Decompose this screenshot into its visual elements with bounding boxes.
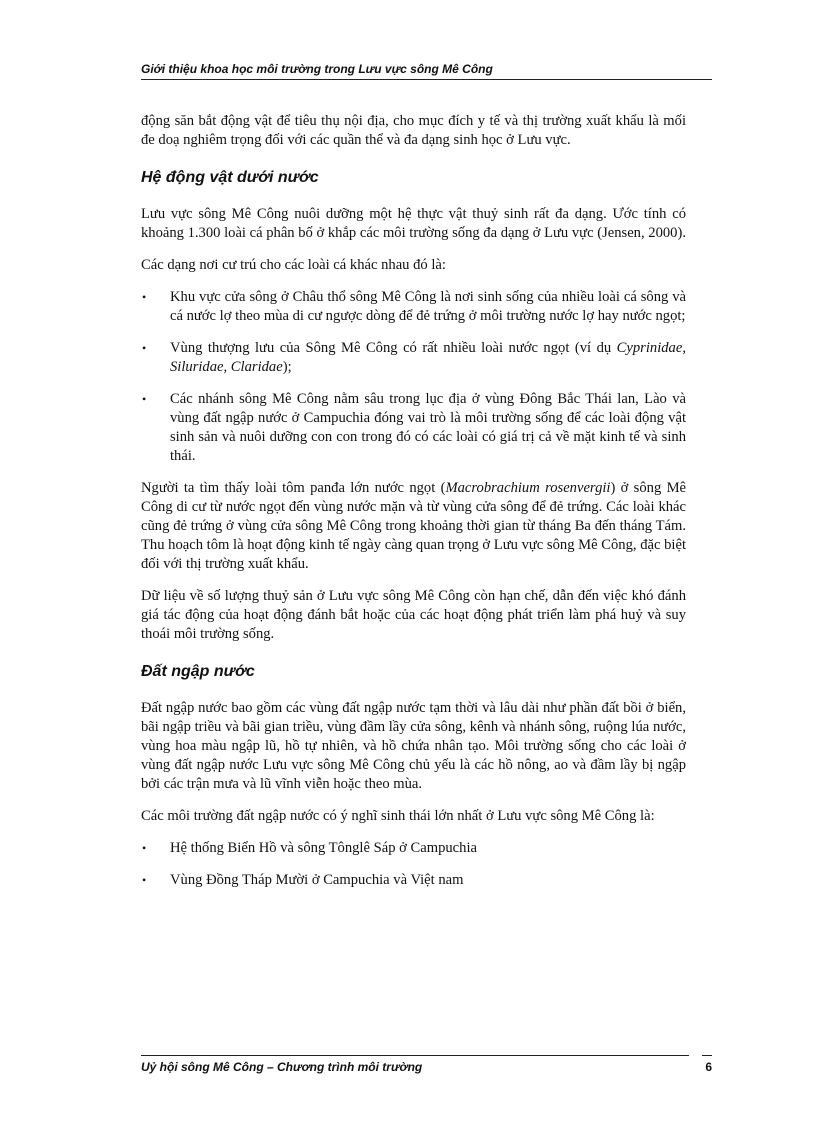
fauna-paragraph-2: Các dạng nơi cư trú cho các loài cá khác nhau đó là: [141, 257, 446, 273]
section-heading-aquatic-fauna: Hệ động vật dưới nước [141, 169, 319, 186]
list-item [141, 339, 686, 377]
bullet-icon: • [142, 341, 147, 355]
list-item [141, 839, 686, 858]
list-item-text-part: ); [282, 359, 292, 375]
list-item-text: Các nhánh sông Mê Công nằm sâu trong lục địa ở vùng Đông Bắc Thái lan, Lào và vùng đất ngập nước ở Campuchia đóng vai trò là môi trường sống để các loài động vật sinh sản và nuôi dưỡng con con trong đó có các loài có giá trị cả về mặt kinh tế và sinh thái. [170, 391, 686, 464]
page-body [141, 112, 686, 903]
fauna-paragraph-3 [141, 479, 686, 574]
page-number: 6 [705, 1060, 712, 1074]
footer-divider-short [702, 1055, 712, 1056]
wetlands-paragraph-2: Các môi trường đất ngập nước có ý nghĩ sinh thái lớn nhất ở Lưu vực sông Mê Công là: [141, 808, 655, 824]
fauna-paragraph-1: Lưu vực sông Mê Công nuôi dưỡng một hệ thực vật thuỷ sinh rất đa dạng. Ước tính có khoảng 1.300 loài cá phân bố ở khắp các môi trường sống đa dạng ở Lưu vực (Jensen, 2000). [141, 206, 686, 241]
paragraph-text-part: Người ta tìm thấy loài tôm panđa lớn nước ngọt ( [141, 480, 446, 496]
list-item-text [170, 339, 686, 377]
bullet-icon: • [142, 841, 147, 855]
list-item-text: Vùng Đồng Tháp Mười ở Campuchia và Việt nam [170, 872, 464, 888]
intro-paragraph: động săn bắt động vật để tiêu thụ nội địa, cho mục đích y tế và thị trường xuất khẩu là mối đe doạ nghiêm trọng đối với các quần thể và đa dạng sinh học ở Lưu vực. [141, 113, 686, 148]
fauna-paragraph-4: Dữ liệu về số lượng thuỷ sản ở Lưu vực sông Mê Công còn hạn chế, dẫn đến việc khó đánh giá tác động của hoạt động đánh bắt hoặc của các hoạt động phát triển làm phá huỷ và suy thoái môi trường sống. [141, 588, 686, 642]
footer-divider [141, 1055, 689, 1056]
wetland-list [141, 839, 686, 890]
bullet-icon: • [142, 290, 147, 304]
wetlands-paragraph-1: Đất ngập nước bao gồm các vùng đất ngập nước tạm thời và lâu dài như phần đất bồi ở biển, bãi ngập triều và bãi gian triều, vùng đầm lầy cửa sông, kênh và nhánh sông, ruộng lúa nước, vùng hoa màu ngập lũ, hồ tự nhiên, và hồ chứa nhân tạo. Môi trường sống cho các loài ở vùng đất ngập nước Lưu vực sông Mê Công chủ yếu là các hồ nông, ao và đầm lầy bị ngập bởi các trận mưa và lũ vĩnh viễn hoặc theo mùa. [141, 700, 686, 792]
list-item [141, 288, 686, 326]
bullet-icon: • [142, 392, 147, 406]
list-item-text: Khu vực cửa sông ở Châu thổ sông Mê Công là nơi sinh sống của nhiều loài cá sông và cá nước lợ theo mùa di cư ngược dòng để đẻ trứng ở môi trường nước lợ hay nước ngọt; [170, 289, 686, 324]
section-heading-wetlands: Đất ngập nước [141, 663, 255, 680]
species-name: Macrobrachium rosenvergii [445, 480, 611, 496]
running-header: Giới thiệu khoa học môi trường trong Lưu vực sông Mê Công [141, 62, 712, 80]
running-footer: Uỷ hội sông Mê Công – Chương trình môi trường [141, 1060, 423, 1074]
list-item-text-part: Vùng thượng lưu của Sông Mê Công có rất nhiều loài nước ngọt (ví dụ [170, 340, 617, 356]
species-names: Cyprinidae, Siluridae, Claridae [170, 340, 686, 375]
bullet-icon: • [142, 873, 147, 887]
paragraph-text-part: ) ở sông Mê Công di cư từ nước ngọt đến vùng nước mặn và từ vùng cửa sông để đẻ trứng. Các loài khác cũng đẻ trứng ở vùng cửa sông Mê Công trong khoảng thời gian từ tháng Ba đến tháng Tám. Thu hoạch tôm là hoạt động kinh tế ngày càng quan trọng ở Lưu vực sông Mê Công, đặc biệt đối với thị trường xuất khẩu. [141, 480, 687, 572]
list-item-text: Hệ thống Biển Hồ và sông Tônglê Sáp ở Campuchia [170, 840, 477, 856]
list-item [141, 871, 686, 890]
list-item [141, 390, 686, 466]
fish-habitat-list [141, 288, 686, 466]
